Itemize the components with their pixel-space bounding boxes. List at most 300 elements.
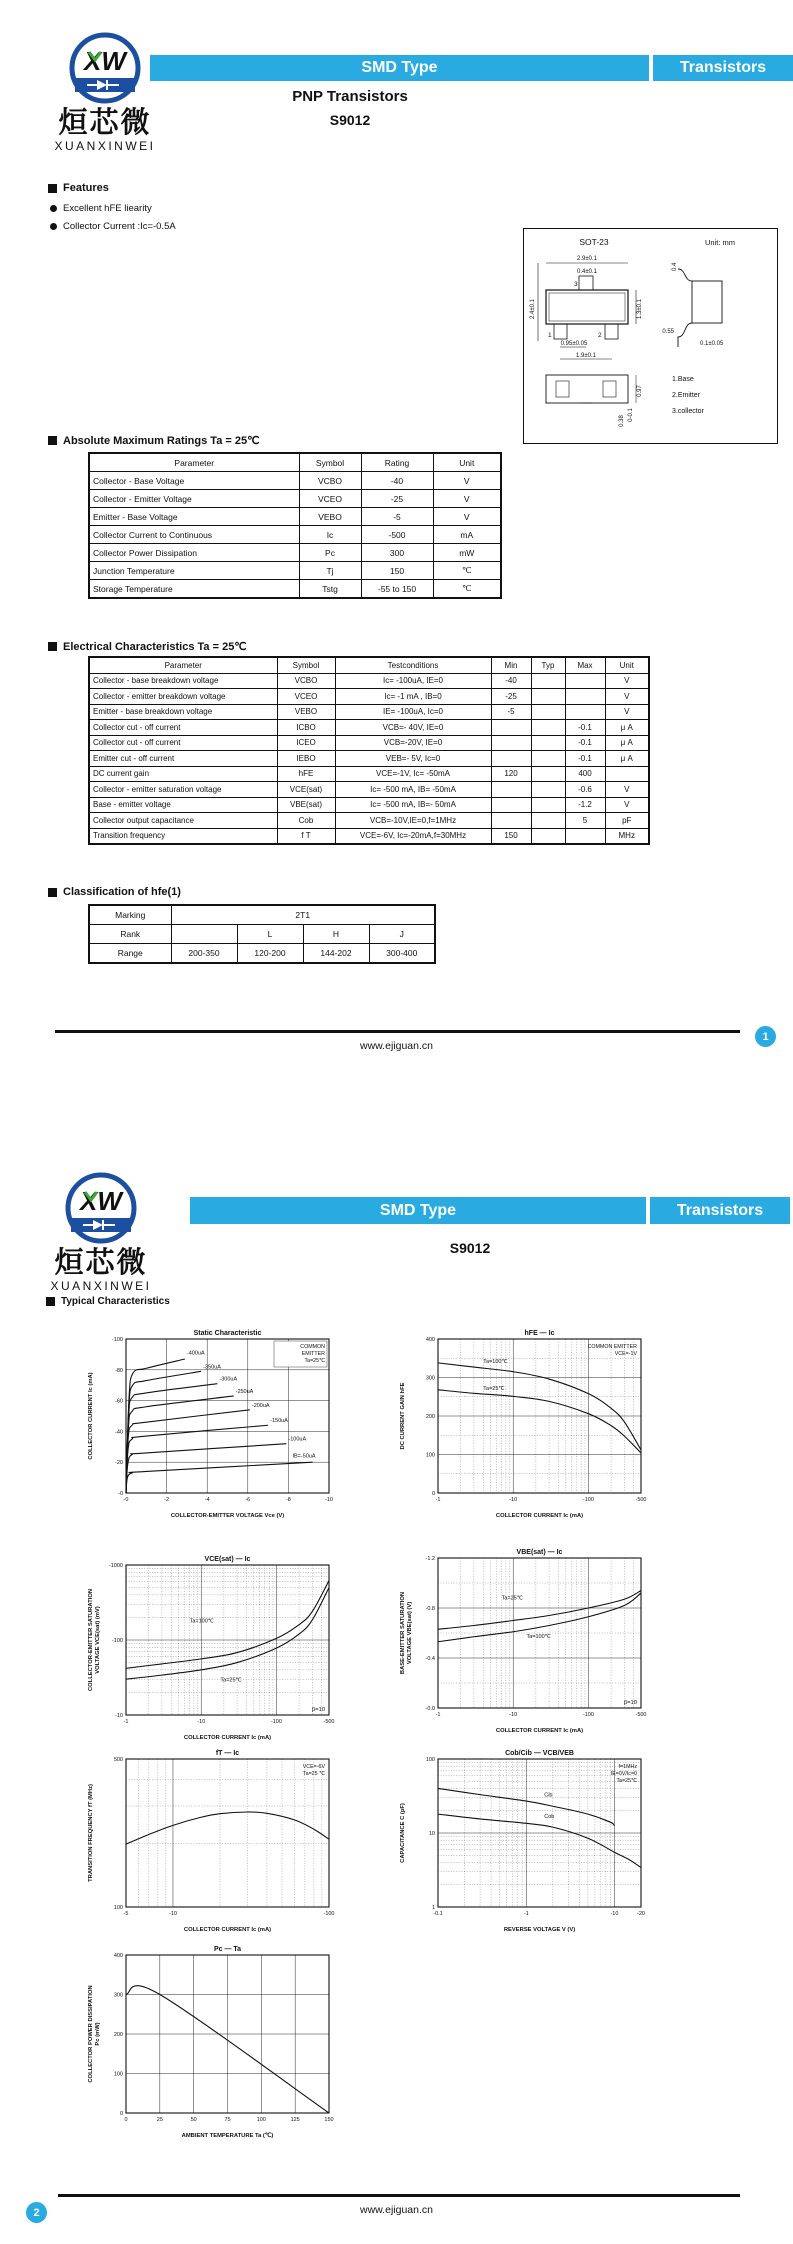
chart-ft-vs-ic: [86, 1746, 342, 1936]
table-cell: Collector cut - off current: [89, 735, 277, 751]
column-header: Symbol: [299, 453, 361, 472]
svg-text:-200uA: -200uA: [251, 1402, 270, 1409]
chart-vce-sat-vs-ic: [86, 1552, 342, 1744]
table-cell: Ic= -500 mA, IB= -50mA: [335, 782, 491, 798]
table-cell: Collector - base breakdown voltage: [89, 673, 277, 689]
svg-text:AMBIENT TEMPERATURE Ta (℃): AMBIENT TEMPERATURE Ta (℃): [181, 2133, 274, 2139]
series-IB=-200uA: [126, 1410, 250, 1493]
dim-pad: 0.97: [637, 385, 643, 397]
table-cell: [531, 720, 565, 736]
column-header: Testconditions: [335, 657, 491, 673]
table-cell: -0.6: [565, 782, 605, 798]
table-cell: VEB=- 5V, Ic=0: [335, 751, 491, 767]
table-row: [89, 673, 649, 689]
table-cell: 300-400: [369, 944, 435, 964]
svg-text:Ta=100℃: Ta=100℃: [526, 1634, 551, 1640]
svg-text:COLLECTOR CURRENT Ic (mA): COLLECTOR CURRENT Ic (mA): [495, 1513, 584, 1519]
svg-text:fT — Ic: fT — Ic: [215, 1750, 240, 1757]
svg-text:0: 0: [124, 2117, 128, 2123]
dim-standoff: 0.55: [662, 329, 674, 335]
table-cell: V: [605, 797, 649, 813]
svg-text:-4: -4: [204, 1497, 210, 1503]
table-cell: 5: [565, 813, 605, 829]
table-row: [89, 657, 649, 673]
elec-table: [88, 656, 650, 845]
table-cell: IEBO: [277, 751, 335, 767]
table-cell: -25: [361, 490, 433, 508]
table-row: [89, 544, 501, 562]
table-cell: [531, 673, 565, 689]
svg-text:-100: -100: [582, 1712, 594, 1718]
svg-text:-20: -20: [115, 1460, 123, 1467]
svg-text:Ta=25℃: Ta=25℃: [483, 1385, 505, 1392]
svg-text:-0.1: -0.1: [433, 1911, 443, 1917]
dim-gap: 0-0.1: [628, 408, 634, 422]
pin1-number: 1: [548, 332, 552, 339]
table-cell: [531, 735, 565, 751]
header-banner: [150, 55, 793, 81]
table-cell: VCB=- 40V, IE=0: [335, 720, 491, 736]
svg-text:VOLTAGE VBE(sat) (V): VOLTAGE VBE(sat) (V): [407, 1601, 413, 1665]
table-cell: Ic= -1 mA , IB=0: [335, 689, 491, 705]
footer-url[interactable]: www.ejiguan.cn: [360, 2204, 433, 2216]
part-number: S9012: [329, 112, 371, 128]
table-cell: Ic= -100uA, IE=0: [335, 673, 491, 689]
table-cell: μ A: [605, 720, 649, 736]
table-cell: mW: [433, 544, 501, 562]
table-cell: Collector - Base Voltage: [89, 472, 299, 490]
table-cell: Storage Temperature: [89, 580, 299, 599]
table-cell: Collector Power Dissipation: [89, 544, 299, 562]
table-cell: ℃: [433, 562, 501, 580]
svg-text:100: 100: [425, 1757, 435, 1763]
svg-text:-1: -1: [435, 1712, 441, 1718]
svg-text:Pc (mW): Pc (mW): [95, 2022, 101, 2046]
svg-text:β=10: β=10: [311, 1707, 325, 1713]
elec-heading: Electrical Characteristics Ta = 25℃: [48, 640, 247, 653]
table-cell: [565, 828, 605, 844]
table-cell: -5: [361, 508, 433, 526]
table-cell: Rank: [89, 925, 171, 944]
column-header: Unit: [433, 453, 501, 472]
svg-text:0: 0: [431, 1491, 435, 1497]
svg-text:100: 100: [113, 2071, 123, 2078]
table-cell: [605, 766, 649, 782]
svg-text:hFE — Ic: hFE — Ic: [524, 1330, 555, 1337]
svg-text:Static Characteristic: Static Characteristic: [193, 1330, 262, 1337]
table-cell: Collector output capacitance: [89, 813, 277, 829]
table-cell: -1.2: [565, 797, 605, 813]
table-row: [89, 689, 649, 705]
features-heading: Features: [48, 182, 109, 194]
table-cell: H: [303, 925, 369, 944]
svg-text:-1.2: -1.2: [425, 1556, 435, 1562]
table-row: [89, 797, 649, 813]
column-header: Rating: [361, 453, 433, 472]
banner-transistors: Transistors: [653, 55, 793, 81]
svg-text:VCE(sat) — Ic: VCE(sat) — Ic: [204, 1556, 251, 1563]
series-Ta=100℃: [126, 1581, 329, 1669]
square-bullet-icon: [48, 436, 57, 445]
svg-text:XW: XW: [80, 1186, 122, 1216]
table-cell: 150: [361, 562, 433, 580]
table-cell: Ic= -500 mA, IB=- 50mA: [335, 797, 491, 813]
svg-text:-250uA: -250uA: [235, 1388, 254, 1395]
table-cell: VCE=-1V, Ic= -50mA: [335, 766, 491, 782]
svg-text:DC CURRENT GAIN hFE: DC CURRENT GAIN hFE: [400, 1382, 406, 1450]
table-cell: -500: [361, 526, 433, 544]
svg-text:-2: -2: [164, 1497, 170, 1503]
svg-text:200: 200: [113, 2032, 123, 2038]
svg-text:BASE-EMITTER SATURATION: BASE-EMITTER SATURATION: [400, 1591, 406, 1675]
hfe-class-heading: Classification of hfe(1): [48, 886, 181, 898]
table-cell: VCE=-6V, Ic=-20mA,f=30MHz: [335, 828, 491, 844]
table-cell: V: [433, 490, 501, 508]
table-cell: pF: [605, 813, 649, 829]
page-number-badge: 1: [755, 1026, 776, 1047]
circle-bullet-icon: [50, 223, 57, 230]
pin-legend-emitter: 2.Emitter: [672, 392, 701, 399]
table-row: [89, 472, 501, 490]
dim-body-height: 2.4±0.1: [530, 299, 536, 319]
square-bullet-icon: [48, 642, 57, 651]
svg-text:-10: -10: [115, 1713, 123, 1719]
dim-pad2: 0.38: [619, 415, 625, 427]
table-cell: 200-350: [171, 944, 237, 964]
footer-url[interactable]: www.ejiguan.cn: [360, 1040, 433, 1052]
table-cell: μ A: [605, 735, 649, 751]
table-cell: J: [369, 925, 435, 944]
svg-text:-10: -10: [197, 1719, 206, 1725]
svg-text:10: 10: [428, 1831, 435, 1837]
table-cell: [491, 813, 531, 829]
svg-text:150: 150: [324, 2117, 334, 2123]
svg-text:-500: -500: [635, 1497, 647, 1503]
table-cell: mA: [433, 526, 501, 544]
table-row: [89, 720, 649, 736]
table-cell: VCBO: [299, 472, 361, 490]
column-header: Typ: [531, 657, 565, 673]
column-header: Unit: [605, 657, 649, 673]
table-cell: Ic: [299, 526, 361, 544]
svg-text:XW: XW: [84, 46, 126, 76]
series-Ta=25℃: [126, 1588, 329, 1680]
svg-text:-100: -100: [111, 1638, 123, 1644]
table-cell: Tstg: [299, 580, 361, 599]
column-header: Parameter: [89, 657, 277, 673]
svg-text:Cob/Cib — VCB/VEB: Cob/Cib — VCB/VEB: [505, 1750, 574, 1757]
feature-item: Collector Current :Ic=-0.5A: [50, 221, 176, 232]
column-header: Min: [491, 657, 531, 673]
svg-text:IE=0V/Ic=0: IE=0V/Ic=0: [610, 1771, 637, 1777]
svg-text:-500: -500: [323, 1719, 335, 1725]
company-logo-icon: [59, 30, 151, 108]
table-cell: V: [605, 782, 649, 798]
svg-text:-0: -0: [123, 1497, 129, 1503]
page-title: PNP Transistors: [292, 88, 408, 105]
pin-legend-base: 1.Base: [672, 376, 694, 383]
chart-vbe-sat-vs-ic: [398, 1545, 654, 1737]
table-cell: 2T1: [171, 905, 435, 925]
svg-text:Pc — Ta: Pc — Ta: [213, 1946, 242, 1953]
table-cell: Collector - Emitter Voltage: [89, 490, 299, 508]
dim-body-inner: 1.3±0.1: [637, 299, 643, 319]
abs-max-heading: Absolute Maximum Ratings Ta = 25℃: [48, 434, 259, 447]
table-row: [89, 828, 649, 844]
table-cell: μ A: [605, 751, 649, 767]
svg-text:-400uA: -400uA: [186, 1350, 205, 1357]
svg-text:1: 1: [431, 1905, 435, 1911]
svg-text:VCE=-1V: VCE=-1V: [614, 1351, 637, 1357]
series-Ta=25℃: [438, 1390, 641, 1453]
table-cell: V: [433, 472, 501, 490]
table-cell: 300: [361, 544, 433, 562]
svg-text:COLLECTOR CURRENT Ic (mA): COLLECTOR CURRENT Ic (mA): [183, 1927, 272, 1933]
pin3-number: 3: [574, 281, 578, 288]
pin-legend-collector: 3.collector: [672, 408, 704, 415]
svg-text:CAPACITANCE C (pF): CAPACITANCE C (pF): [400, 1803, 406, 1863]
svg-text:Cob: Cob: [544, 1813, 555, 1820]
svg-text:EMITTER: EMITTER: [301, 1351, 325, 1357]
svg-text:VBE(sat) — Ic: VBE(sat) — Ic: [516, 1549, 563, 1556]
svg-text:Ta=25℃: Ta=25℃: [220, 1677, 242, 1684]
footer-rule: [58, 2194, 740, 2197]
table-cell: [565, 673, 605, 689]
table-cell: [491, 720, 531, 736]
table-row: [89, 526, 501, 544]
table-cell: Marking: [89, 905, 171, 925]
svg-text:400: 400: [425, 1337, 435, 1343]
package-name: SOT-23: [579, 237, 609, 247]
svg-text:-6: -6: [245, 1497, 251, 1503]
table-cell: VBE(sat): [277, 797, 335, 813]
table-row: [89, 453, 501, 472]
table-cell: Collector - emitter breakdown voltage: [89, 689, 277, 705]
table-cell: Base - emitter voltage: [89, 797, 277, 813]
svg-text:-40: -40: [115, 1429, 123, 1436]
svg-text:-20: -20: [637, 1911, 645, 1917]
table-cell: Tj: [299, 562, 361, 580]
table-row: [89, 925, 435, 944]
table-cell: [491, 751, 531, 767]
table-cell: Collector - emitter saturation voltage: [89, 782, 277, 798]
banner-smd-type: SMD Type: [190, 1197, 646, 1224]
table-row: [89, 735, 649, 751]
svg-text:100: 100: [425, 1452, 435, 1459]
svg-text:-0.8: -0.8: [425, 1606, 435, 1612]
series-IB=-250uA: [126, 1396, 234, 1493]
table-cell: L: [237, 925, 303, 944]
svg-text:β=10: β=10: [623, 1700, 637, 1706]
chart-pc-vs-ta: [86, 1942, 342, 2142]
svg-text:-10: -10: [509, 1712, 518, 1718]
table-cell: -0.1: [565, 735, 605, 751]
table-cell: -5: [491, 704, 531, 720]
svg-text:-8: -8: [285, 1497, 291, 1503]
company-logo: [36, 1170, 166, 1293]
chart-capacitance-vs-voltage: [398, 1746, 654, 1936]
table-cell: [531, 689, 565, 705]
svg-text:-80: -80: [115, 1367, 123, 1374]
table-row: [89, 944, 435, 964]
table-cell: -40: [361, 472, 433, 490]
table-cell: f T: [277, 828, 335, 844]
column-header: Symbol: [277, 657, 335, 673]
table-row: [89, 562, 501, 580]
svg-text:50: 50: [190, 2117, 197, 2123]
table-row: [89, 751, 649, 767]
square-bullet-icon: [48, 184, 57, 193]
svg-text:COLLECTOR POWER DISSIPATION: COLLECTOR POWER DISSIPATION: [88, 1985, 94, 2083]
svg-text:COMMON EMITTER: COMMON EMITTER: [587, 1344, 637, 1350]
table-cell: 150: [491, 828, 531, 844]
svg-text:200: 200: [425, 1414, 435, 1420]
svg-text:-5: -5: [123, 1911, 129, 1917]
svg-text:-0: -0: [118, 1491, 123, 1497]
dim-pin-pitch: 0.95±0.05: [560, 341, 588, 347]
dim-lead-thickness: 0.1±0.05: [700, 341, 724, 347]
svg-text:REVERSE VOLTAGE V (V): REVERSE VOLTAGE V (V): [503, 1927, 576, 1933]
svg-text:-10: -10: [168, 1911, 177, 1917]
table-cell: VCBO: [277, 673, 335, 689]
company-name-en: XUANXINWEI: [54, 139, 156, 154]
svg-text:COLLECTOR CURRENT Ic (mA): COLLECTOR CURRENT Ic (mA): [183, 1735, 272, 1741]
table-cell: V: [605, 689, 649, 705]
table-cell: VCE(sat): [277, 782, 335, 798]
series-IB=-50uA: [126, 1462, 313, 1493]
feature-item: Excellent hFE liearity: [50, 203, 152, 214]
hfe-class-table: [88, 904, 436, 964]
table-cell: ℃: [433, 580, 501, 599]
svg-text:400: 400: [113, 1953, 123, 1959]
company-name-en: XUANXINWEI: [50, 1279, 152, 1294]
svg-text:VCE=-6V: VCE=-6V: [302, 1764, 325, 1770]
company-name-cn: 烜芯微: [54, 1247, 148, 1279]
svg-text:f=1MHz: f=1MHz: [618, 1764, 637, 1770]
table-cell: [531, 751, 565, 767]
series-IB=-150uA: [126, 1425, 268, 1493]
banner-smd-type: SMD Type: [150, 55, 649, 81]
svg-text:TRANSITION FREQUENCY fT (M: TRANSITION FREQUENCY fT (MHz): [88, 1784, 94, 1882]
table-cell: 120-200: [237, 944, 303, 964]
page-number-badge: 2: [26, 2202, 47, 2223]
table-cell: V: [605, 673, 649, 689]
svg-text:-100: -100: [323, 1911, 335, 1917]
abs-max-table: [88, 452, 502, 599]
table-row: [89, 766, 649, 782]
table-cell: -55 to 150: [361, 580, 433, 599]
table-cell: V: [605, 704, 649, 720]
series-Ta=100℃: [438, 1363, 641, 1450]
column-header: Parameter: [89, 453, 299, 472]
svg-text:0: 0: [119, 2111, 123, 2117]
table-cell: [531, 766, 565, 782]
table-cell: Transition frequency: [89, 828, 277, 844]
typical-characteristics-heading: Typical Characteristics: [46, 1296, 170, 1307]
svg-text:-100uA: -100uA: [288, 1436, 307, 1443]
svg-text:Ta=25℃: Ta=25℃: [501, 1595, 523, 1602]
svg-text:-1: -1: [435, 1497, 441, 1503]
table-cell: VEBO: [277, 704, 335, 720]
part-number: S9012: [449, 1240, 491, 1256]
table-cell: Emitter - Base Voltage: [89, 508, 299, 526]
svg-text:100: 100: [113, 1905, 123, 1911]
table-cell: [531, 828, 565, 844]
table-cell: ICEO: [277, 735, 335, 751]
table-cell: Collector Current to Continuous: [89, 526, 299, 544]
dim-body-width: 2.9±0.1: [577, 256, 597, 262]
svg-text:-300uA: -300uA: [219, 1376, 238, 1383]
banner-transistors: Transistors: [650, 1197, 790, 1224]
table-cell: VCB=-20V, IE=0: [335, 735, 491, 751]
table-cell: -0.1: [565, 720, 605, 736]
table-cell: -0.1: [565, 751, 605, 767]
table-cell: DC current gain: [89, 766, 277, 782]
table-cell: V: [433, 508, 501, 526]
svg-text:VOLTAGE VCE(sat) (mV): VOLTAGE VCE(sat) (mV): [95, 1606, 101, 1674]
table-cell: [531, 704, 565, 720]
svg-text:Cib: Cib: [544, 1792, 553, 1799]
square-bullet-icon: [46, 1297, 55, 1306]
table-row: [89, 490, 501, 508]
table-cell: -25: [491, 689, 531, 705]
square-bullet-icon: [48, 888, 57, 897]
svg-text:IB=-50uA: IB=-50uA: [292, 1453, 316, 1460]
svg-text:25: 25: [156, 2117, 163, 2123]
dim-pin-width: 0.4±0.1: [577, 269, 597, 275]
table-row: [89, 704, 649, 720]
table-cell: hFE: [277, 766, 335, 782]
table-cell: Cob: [277, 813, 335, 829]
svg-text:Ta=25 ℃: Ta=25 ℃: [303, 1771, 325, 1777]
table-cell: VCB=-10V,IE=0,f=1MHz: [335, 813, 491, 829]
series-fT: [126, 1812, 329, 1844]
svg-text:-0.4: -0.4: [425, 1656, 435, 1662]
table-cell: MHz: [605, 828, 649, 844]
svg-text:COLLECTOR-EMITTER SATURATION: COLLECTOR-EMITTER SATURATION: [88, 1588, 94, 1692]
circle-bullet-icon: [50, 205, 57, 212]
svg-text:-1000: -1000: [108, 1563, 123, 1569]
table-cell: ICBO: [277, 720, 335, 736]
dim-pin-span: 1.9±0.1: [576, 353, 596, 359]
svg-text:-10: -10: [325, 1497, 333, 1503]
svg-text:100: 100: [256, 2117, 266, 2123]
table-cell: [531, 797, 565, 813]
package-unit: Unit: mm: [705, 238, 735, 247]
table-cell: Junction Temperature: [89, 562, 299, 580]
svg-text:-1: -1: [123, 1719, 129, 1725]
svg-text:COMMON: COMMON: [300, 1344, 325, 1350]
table-cell: VCEO: [277, 689, 335, 705]
table-cell: [565, 704, 605, 720]
table-row: [89, 508, 501, 526]
column-header: Max: [565, 657, 605, 673]
table-cell: Emitter - base breakdown voltage: [89, 704, 277, 720]
svg-text:500: 500: [113, 1757, 123, 1763]
table-row: [89, 813, 649, 829]
table-cell: -40: [491, 673, 531, 689]
table-row: [89, 580, 501, 599]
svg-text:Ta=100℃: Ta=100℃: [483, 1358, 508, 1365]
svg-text:-60: -60: [115, 1398, 123, 1405]
svg-text:-500: -500: [635, 1712, 647, 1718]
table-row: [89, 782, 649, 798]
svg-text:300: 300: [425, 1375, 435, 1382]
table-cell: [531, 782, 565, 798]
svg-text:COLLECTOR CURRENT Ic (mA): COLLECTOR CURRENT Ic (mA): [88, 1372, 94, 1460]
table-cell: Range: [89, 944, 171, 964]
svg-text:COLLECTOR-EMITTER VOLTAGE Vc: COLLECTOR-EMITTER VOLTAGE Vce (V): [170, 1513, 285, 1519]
